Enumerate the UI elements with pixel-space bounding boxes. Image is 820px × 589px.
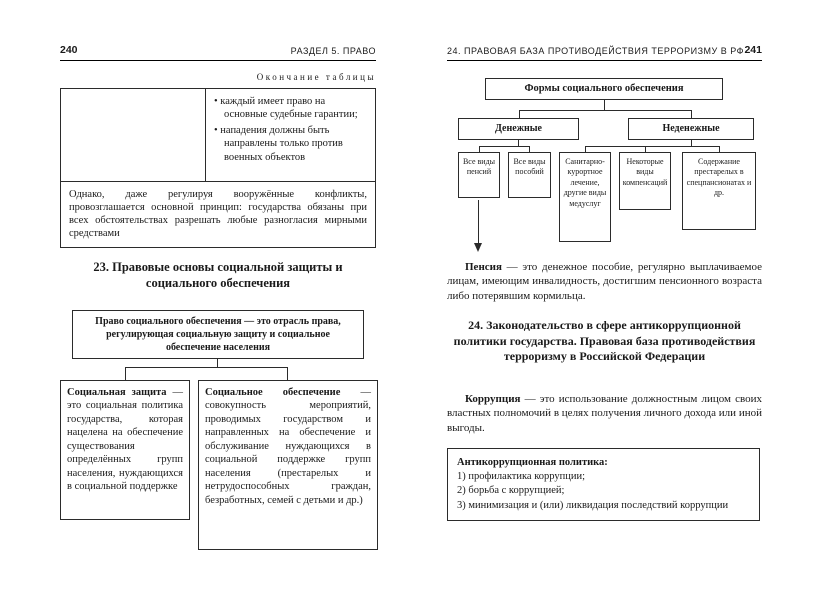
table-cell-bullets: [206, 89, 375, 181]
term-label: Социальная защита: [67, 387, 167, 398]
section-23-heading: 23. Правовые основы социальной защиты и социального обеспечения: [93, 260, 343, 290]
leaf-box-compensations: Некоторые виды компенсаций: [619, 152, 671, 210]
term-definition: — это социальная политика государства, которая нацелена на обеспечение существования определённых групп населения, нуждающихся в социальной поддержке: [67, 387, 183, 493]
bullet-item: • нападения должны быть направлены только против военных объектов: [214, 125, 343, 163]
connector-line: [125, 367, 126, 380]
connector-line: [604, 100, 605, 110]
policy-item: 1) профилактика коррупции;: [457, 471, 586, 483]
table-cell-empty: [61, 89, 206, 181]
connector-line: [287, 367, 288, 380]
section-24-heading: 24. Законодательство в сфере антикоррупционной политики государства. Правовая база противодействия терроризму в Российской Федерации: [453, 318, 756, 364]
table-row: [61, 89, 375, 181]
diagram-root-box: Формы социального обеспечения: [485, 78, 723, 100]
left-header-rule: [60, 60, 376, 61]
right-page-number: 241: [744, 44, 762, 56]
policy-box-title: Антикоррупционная политика:: [457, 457, 608, 468]
leaf-box-pensions: Все виды пенсий: [458, 152, 500, 198]
connector-line: [125, 367, 288, 368]
connector-line: [217, 359, 218, 367]
connector-line: [585, 146, 719, 147]
term-label: Пенсия: [465, 261, 502, 273]
branch-box-nonmonetary: Неденежные: [628, 118, 754, 140]
connector-line: [519, 110, 691, 111]
term-box-social-security: [198, 380, 378, 550]
leaf-box-medical-services: Санитарно-курортное лечение, другие виды медуслуг: [559, 152, 611, 242]
table-continuation-caption: Окончание таблицы: [256, 72, 376, 82]
left-page-number: 240: [60, 44, 78, 56]
term-label: Социальное обеспечение: [205, 387, 341, 398]
definition-box-social-security-law: Право социального обеспечения — это отрасль права, регулирующая социальную защиту и социальное обеспечение населения: [72, 310, 364, 359]
left-running-head: РАЗДЕЛ 5. ПРАВО: [290, 46, 376, 56]
leaf-box-care-homes: Содержание престарелых в спецпансионатах и др.: [682, 152, 756, 230]
term-definition: — это денежное пособие, регулярно выплачиваемое лицам, имеющим инвалидность, достигшим пенсионного возраста либо потерявшим кормильца.: [447, 261, 762, 302]
term-definition: — совокупность мероприятий, проводимых государством и направленных на обеспечение и обслуживание нуждающихся в социальной поддержке групп населения (престарелых и нетрудоспособных граждан, безработных, семей с детьми и др.): [205, 387, 371, 506]
bullet-item: • каждый имеет право на основные судебные гарантии;: [214, 96, 358, 121]
international-law-table: [60, 88, 376, 248]
connector-line: [479, 146, 530, 147]
down-arrow-icon: [474, 243, 482, 252]
pension-arrow-line: [478, 200, 479, 244]
right-running-head-row: [447, 44, 762, 56]
term-definition: — это использование должностным лицом своих властных полномочий в целях получения личного дохода или иной выгоды.: [447, 393, 762, 434]
policy-item: 3) минимизация и (или) ликвидация последствий коррупции: [457, 499, 729, 511]
table-footer-row: Однако, даже регулируя вооружённые конфликты, провозглашается основной принцип: государства обязаны при всех обстоятельствах разрешать любые разногласия мирными средствами: [61, 181, 375, 247]
connector-line: [691, 110, 692, 118]
branch-box-monetary: Денежные: [458, 118, 579, 140]
left-running-head-row: [60, 44, 376, 56]
pension-paragraph: [447, 260, 762, 303]
corruption-paragraph: [447, 392, 762, 435]
policy-item: 2) борьба с коррупцией;: [457, 485, 565, 497]
right-header-rule: [447, 60, 762, 61]
social-security-forms-diagram: [447, 72, 762, 258]
right-running-head: 24. ПРАВОВАЯ БАЗА ПРОТИВОДЕЙСТВИЯ ТЕРРОРИЗМУ В РФ: [447, 46, 745, 56]
connector-line: [519, 110, 520, 118]
anticorruption-policy-box: [447, 448, 760, 521]
term-box-social-protection: [60, 380, 190, 520]
leaf-box-benefits: Все виды пособий: [508, 152, 551, 198]
term-label: Коррупция: [465, 393, 521, 405]
